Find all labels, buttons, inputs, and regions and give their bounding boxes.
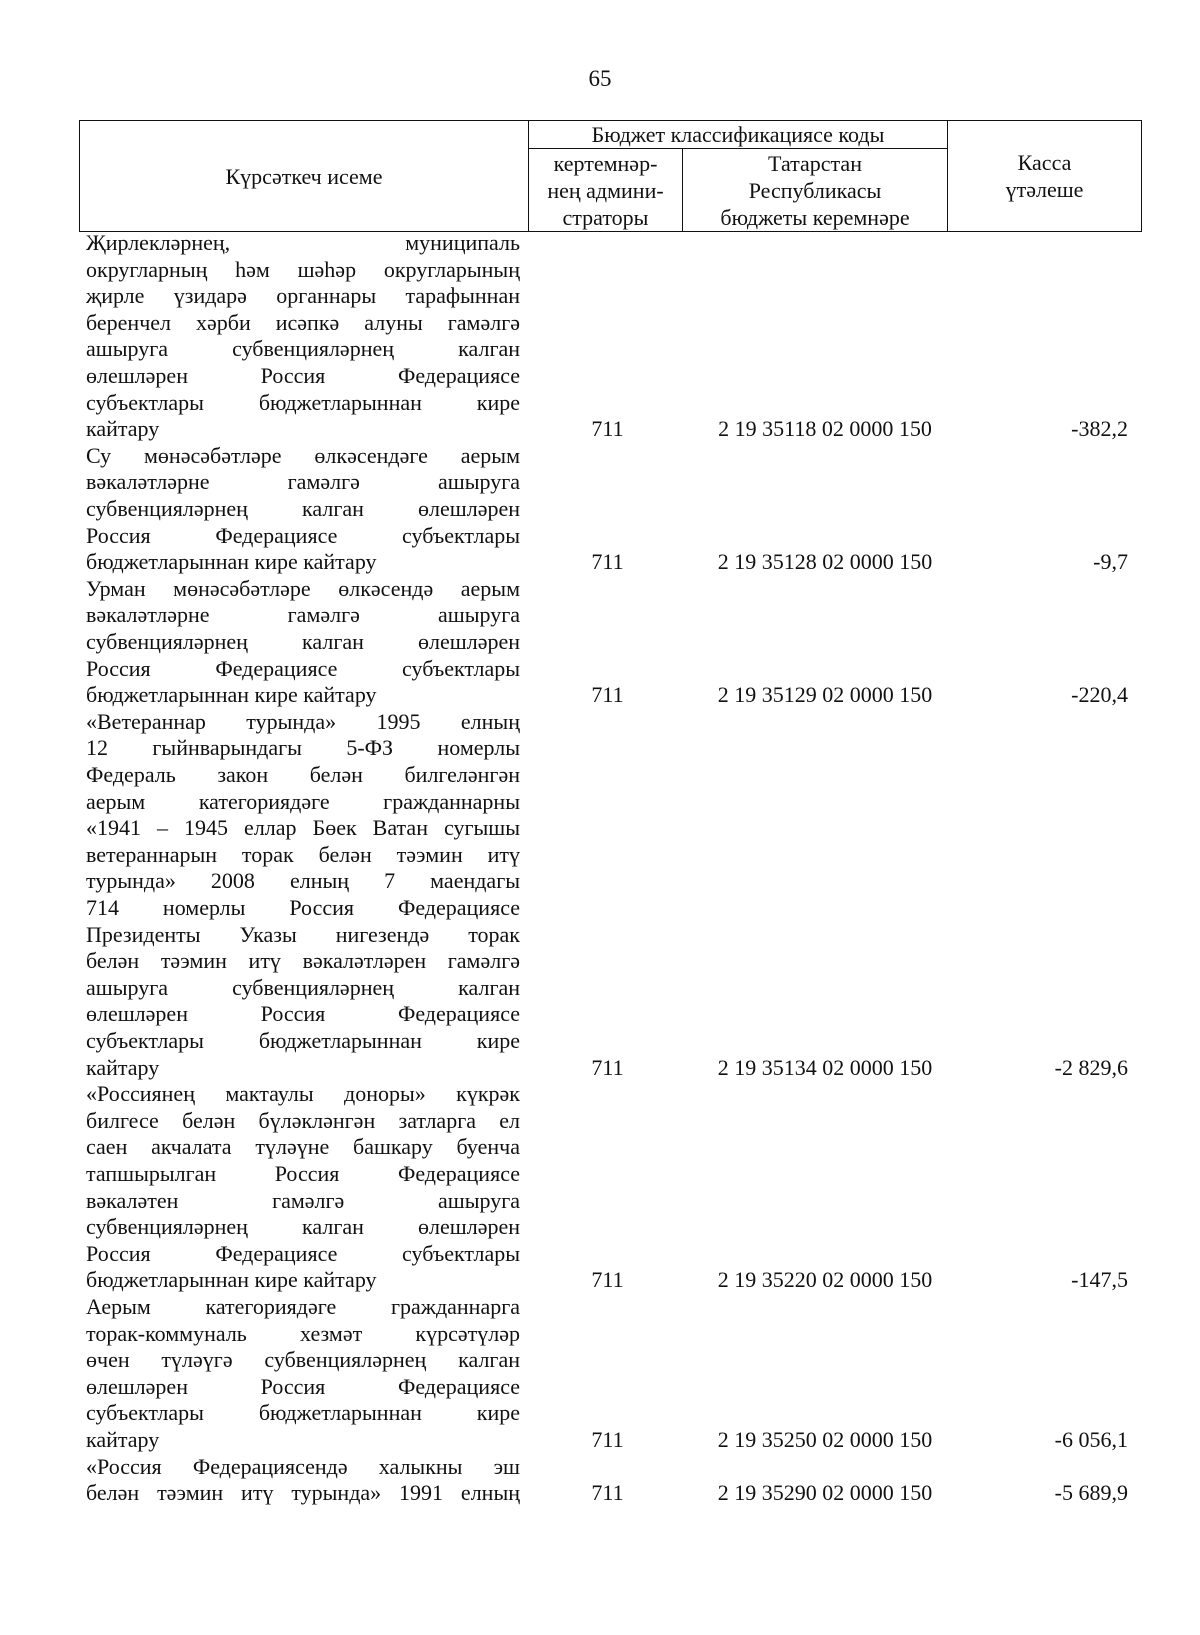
row-indicator-name-line: ветераннарын торак белән тәэмин итү	[86, 841, 520, 867]
row-indicator-name-line: Президенты Указы нигезендә торак	[86, 921, 520, 947]
row-indicator-name-line: субъектлары бюджетларыннан кире	[86, 1027, 520, 1053]
table-row	[0, 576, 1200, 709]
row-indicator-name-line: 12 гыйнварындагы 5-ФЗ номерлы	[86, 735, 520, 761]
row-indicator-name-line: саен акчалата түләүне башкару буенча	[86, 1134, 520, 1160]
row-indicator-name-line: вәкаләтен гамәлгә ашыруга	[86, 1187, 520, 1213]
row-indicator-name-line: кайтару	[86, 416, 160, 442]
table-row	[0, 709, 1200, 1081]
row-indicator-name-line: аерым категориядәге гражданнарны	[86, 788, 520, 814]
row-indicator-name-line: өлешләрен Россия Федерациясе	[86, 1373, 520, 1399]
row-administrator-code: 711	[591, 416, 624, 442]
row-indicator-name-line: Россия Федерациясе субъектлары	[86, 655, 520, 681]
row-administrator-code: 711	[591, 1267, 624, 1293]
row-indicator-name-line: субъектлары бюджетларыннан кире	[86, 389, 520, 415]
row-indicator-name-line: кайтару	[86, 1054, 160, 1080]
row-budget-code: 2 19 35134 02 0000 150	[717, 1054, 933, 1080]
row-cash-amount: -382,2	[1071, 416, 1128, 442]
row-indicator-name-line: 714 номерлы Россия Федерациясе	[86, 894, 520, 920]
row-cash-amount: -6 056,1	[1054, 1427, 1128, 1452]
row-indicator-name-line: Җирлекләрнең, муниципаль	[86, 230, 520, 255]
row-indicator-name-line: тапшырылган Россия Федерациясе	[86, 1160, 520, 1186]
row-cash-amount: -2 829,6	[1054, 1054, 1128, 1080]
row-indicator-name-line: Урман мөнәсәбәтләре өлкәсендә аерым	[86, 575, 520, 601]
header-revenues-line: бюджеты керемнәре	[720, 204, 910, 230]
row-budget-code: 2 19 35290 02 0000 150	[717, 1480, 933, 1506]
row-indicator-name-line: бюджетларыннан кире кайтару	[86, 549, 377, 575]
row-indicator-name	[86, 230, 520, 443]
row-indicator-name-line: беренчел хәрби исәпкә алуны гамәлгә	[86, 309, 520, 335]
header-administrators-line: страторы	[562, 204, 649, 230]
header-cash-execution-line: үтәлеше	[1005, 177, 1084, 202]
header-cash-execution-line: Касса	[1017, 150, 1072, 175]
row-administrator-code: 711	[591, 549, 624, 575]
header-budget-code-group: Бюджет классификациясе коды	[529, 121, 948, 149]
header-administrators	[529, 149, 683, 232]
row-indicator-name-line: ашыруга субвенцияләрнең калган	[86, 336, 520, 362]
row-indicator-name-line: Су мөнәсәбәтләре өлкәсендәге аерым	[86, 442, 520, 468]
row-indicator-name	[86, 443, 520, 576]
row-indicator-name-line: Россия Федерациясе субъектлары	[86, 522, 520, 548]
row-indicator-name-line: ашыруга субвенцияләрнең калган	[86, 974, 520, 1000]
row-indicator-name-line: Россия Федерациясе субъектлары	[86, 1240, 520, 1266]
row-indicator-name-line: «Россиянең мактаулы доноры» күкрәк	[86, 1081, 520, 1107]
header-cash-execution	[948, 121, 1142, 232]
row-indicator-name-line: торак-коммуналь хезмәт күрсәтүләр	[86, 1320, 520, 1346]
row-indicator-name-line: субвенцияләрнең калган өлешләрен	[86, 1214, 520, 1240]
row-budget-code: 2 19 35128 02 0000 150	[717, 549, 933, 575]
table-row	[0, 443, 1200, 576]
row-budget-code: 2 19 35129 02 0000 150	[717, 682, 933, 708]
row-indicator-name-line: өчен түләүгә субвенцияләрнең калган	[86, 1347, 520, 1373]
table-row	[0, 1294, 1200, 1454]
row-indicator-name-line: «Ветераннар турында» 1995 елның	[86, 708, 520, 734]
header-administrators-line: нең админи-	[547, 177, 664, 203]
table-header	[79, 120, 1142, 232]
row-administrator-code: 711	[591, 1054, 624, 1080]
header-administrators-line: кертемнәр-	[553, 150, 658, 176]
row-indicator-name-line: округларның һәм шәһәр округларының	[86, 256, 520, 282]
row-indicator-name-line: Федераль закон белән билгеләнгән	[86, 761, 520, 787]
row-cash-amount: -5 689,9	[1054, 1480, 1128, 1506]
row-cash-amount: -147,5	[1071, 1267, 1128, 1293]
row-indicator-name-line: өлешләрен Россия Федерациясе	[86, 1001, 520, 1027]
header-revenues	[683, 149, 948, 232]
row-indicator-name-line: өлешләрен Россия Федерациясе	[86, 362, 520, 388]
row-indicator-name-line: субъектлары бюджетларыннан кире	[86, 1400, 520, 1426]
row-indicator-name-line: бюджетларыннан кире кайтару	[86, 682, 377, 708]
row-cash-amount: -220,4	[1071, 682, 1128, 708]
row-budget-code: 2 19 35250 02 0000 150	[717, 1427, 933, 1452]
row-indicator-name-line: кайтару	[86, 1426, 160, 1452]
row-administrator-code: 711	[591, 682, 624, 708]
row-indicator-name-line: Аерым категориядәге гражданнарга	[86, 1294, 520, 1319]
row-administrator-code: 711	[591, 1427, 624, 1452]
row-indicator-name	[86, 1294, 520, 1454]
row-cash-amount: -9,7	[1093, 549, 1128, 575]
row-indicator-name	[86, 1454, 520, 1507]
table-row	[0, 1081, 1200, 1294]
row-indicator-name-line: белән тәэмин итү вәкаләтләрен гамәлгә	[86, 948, 520, 974]
row-administrator-code: 711	[591, 1480, 624, 1506]
page-number: 65	[588, 66, 612, 91]
table-row	[0, 1454, 1200, 1507]
header-revenues-line: Республикасы	[748, 177, 882, 203]
row-indicator-name	[86, 1081, 520, 1294]
row-budget-code: 2 19 35220 02 0000 150	[717, 1267, 933, 1293]
row-indicator-name-line: «Россия Федерациясендә халыкны эш	[86, 1453, 520, 1479]
row-indicator-name	[86, 709, 520, 1081]
row-indicator-name-line: билгесе белән бүләкләнгән затларга ел	[86, 1107, 520, 1133]
row-budget-code: 2 19 35118 02 0000 150	[718, 416, 932, 442]
row-indicator-name-line: бюджетларыннан кире кайтару	[86, 1267, 377, 1293]
row-indicator-name-line: белән тәэмин итү турында» 1991 елның	[86, 1480, 520, 1506]
table-row	[0, 230, 1200, 443]
row-indicator-name-line: «1941 – 1945 еллар Бөек Ватан сугышы	[86, 815, 520, 841]
row-indicator-name	[86, 576, 520, 709]
row-indicator-name-line: турында» 2008 елның 7 маендагы	[86, 868, 520, 894]
row-indicator-name-line: субвенцияләрнең калган өлешләрен	[86, 495, 520, 521]
header-indicator-name: Күрсәткеч исеме	[80, 121, 529, 232]
row-indicator-name-line: субвенцияләрнең калган өлешләрен	[86, 628, 520, 654]
row-indicator-name-line: җирле үзидарә органнары тарафыннан	[86, 283, 520, 309]
header-revenues-line: Татарстан	[768, 150, 862, 176]
row-indicator-name-line: вәкаләтләрне гамәлгә ашыруга	[86, 602, 520, 628]
row-indicator-name-line: вәкаләтләрне гамәлгә ашыруга	[86, 469, 520, 495]
